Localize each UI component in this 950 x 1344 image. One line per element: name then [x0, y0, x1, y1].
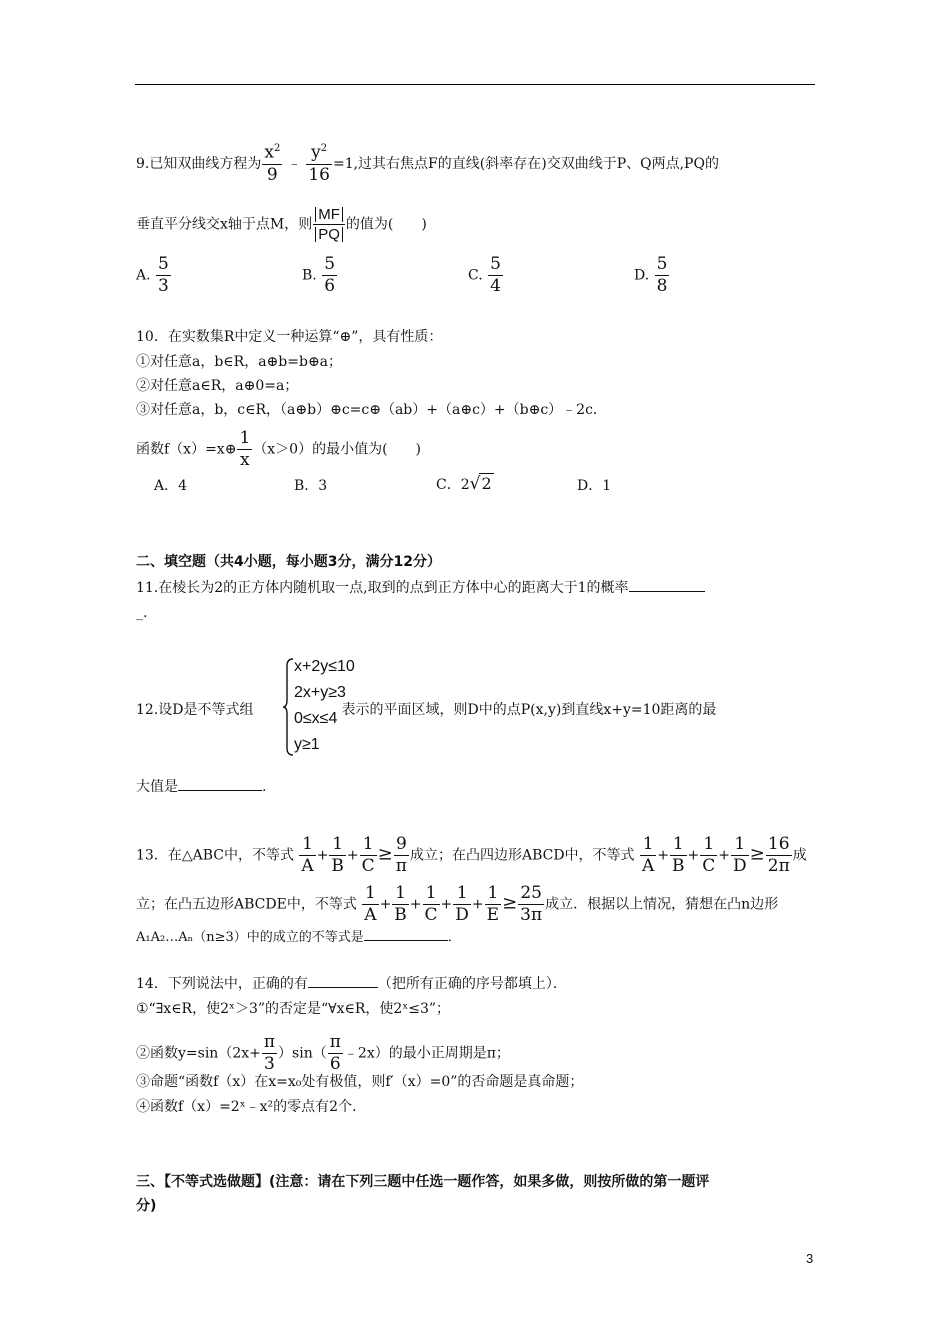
fraction-x2-over-9: $\frac{x^2}{9}$ — [264, 142, 281, 185]
q10-line2: ①对任意a，b∈R，a⊕b=b⊕a； — [136, 354, 343, 370]
fraction: $\frac{1}{A}$ — [364, 883, 377, 925]
q11-line1: 11.在棱长为2的正方体内随机取一点,取到的点到正方体中心的距离大于1的概率 — [136, 577, 705, 598]
section-2-heading: 二、填空题（共4小题，每小题3分，满分12分） — [136, 554, 441, 570]
page-number: 3 — [806, 1251, 814, 1266]
q9-option-b: B. $\frac{5}{6}$ — [302, 254, 336, 296]
fraction: $\frac{1}{A}$ — [301, 834, 314, 876]
q14-item1: ①“∃x∈R，使2ˣ＞3”的否定是“∀x∈R，使2ˣ≤3”； — [136, 1001, 451, 1017]
option-fraction: $\frac{5}{3}$ — [158, 254, 169, 296]
q10-line4: ③对任意a，b，c∈R，（a⊕b）⊕c=c⊕（ab）+（a⊕c）+（b⊕c）﹣2c． — [136, 402, 607, 418]
fraction-y2-over-16: $\frac{y^2}{16}$ — [308, 142, 330, 185]
fraction-mf-over-pq: $\frac{MF}{PQ}$ — [313, 207, 345, 242]
fraction: $\frac{1}{A}$ — [642, 834, 655, 876]
fraction: $\frac{9}{\pi}$ — [395, 834, 407, 876]
system-row: 2x+y≥3 — [294, 684, 346, 701]
section-3-heading-cont: 分) — [136, 1198, 157, 1214]
fraction: $\frac{1}{B}$ — [672, 834, 685, 876]
section-3-heading: 三、【不等式选做题】(注意：请在下列三题中任选一题作答，如果多做，则按所做的第一题评 — [136, 1174, 710, 1190]
fraction-pi-over-6: $\frac{\pi}{6}$ — [329, 1032, 341, 1074]
fraction-1-over-x: $\frac{1}{x}$ — [239, 428, 251, 470]
q14-item3: ③命题“函数f（x）在x=x₀处有极值，则f′（x）=0”的否命题是真命题； — [136, 1074, 584, 1090]
option-fraction: $\frac{5}{6}$ — [324, 254, 336, 296]
q13-line1: 13．在△ABC中，不等式 $\frac{1}{A}$ + $\frac{1}{B}$ + $\frac{1}{C}$ ≥ $\frac{9}{\pi}$ 成立；在凸四边形ABCD中，不等式 $\frac{1}{A}$ + $\frac{1}{B}$ + $\frac{1}{C}$ + $\frac{1}{D}$ ≥ $\frac{16}{2\pi}$ 成 — [136, 834, 807, 876]
fraction: $\frac{1}{C}$ — [702, 834, 716, 876]
q12-line2: 大值是 . — [136, 776, 266, 797]
fraction-pi-over-3: $\frac{\pi}{3}$ — [263, 1032, 276, 1074]
q14-item4: ④函数f（x）=2ˣ﹣x²的零点有2个． — [136, 1099, 367, 1115]
left-brace-icon — [282, 658, 294, 756]
fraction: $\frac{1}{C}$ — [361, 834, 375, 876]
fraction: $\frac{16}{2\pi}$ — [767, 834, 790, 876]
q14-item2: ②函数y=sin（2x+ $\frac{\pi}{3}$ ）sin（ $\frac{\pi}{6}$ ﹣2x）的最小正周期是π； — [136, 1032, 510, 1074]
fraction: $\frac{1}{B}$ — [394, 883, 407, 925]
q13-line3: A₁A₂…Aₙ（n≥3）中的成立的不等式是 ． — [136, 926, 461, 948]
fraction: $\frac{1}{B}$ — [331, 834, 344, 876]
option-fraction: $\frac{5}{8}$ — [656, 254, 668, 296]
q9-line2: 垂直平分线交x轴于点M，则 $\frac{MF}{PQ}$ 的值为( ) — [136, 206, 427, 243]
q10-option-a: A．4 — [154, 478, 188, 494]
q13-line2: 立；在凸五边形ABCDE中，不等式 $\frac{1}{A}$ + $\frac{1}{B}$ + $\frac{1}{C}$ + $\frac{1}{D}$ + $\frac{1}{E}$ ≥ $\frac{25}{3\pi}$ 成立．根据以上情况，猜想在凸n边形 — [136, 883, 779, 925]
q10-line3: ②对任意a∈R，a⊕0=a； — [136, 378, 299, 394]
fraction: $\frac{1}{D}$ — [733, 834, 747, 876]
q10-option-c: C．2√2 — [436, 474, 492, 494]
fraction: $\frac{25}{3\pi}$ — [520, 883, 543, 925]
q10-function-line: 函数f（x）=x⊕ $\frac{1}{x}$ （x＞0）的最小值为( ) — [136, 428, 421, 470]
system-row: 0≤x≤4 — [294, 710, 338, 727]
answer-blank — [364, 926, 448, 941]
q9-line1: 9.已知双曲线方程为 $\frac{x^2}{9}$ ﹣ $\frac{y^2}{16}$ =1,过其右焦点F的直线(斜率存在)交双曲线于P、Q两点,PQ的 — [136, 142, 719, 185]
q9-option-c: C. $\frac{5}{4}$ — [468, 254, 501, 296]
header-rule — [135, 84, 815, 85]
q10-option-d: D．1 — [577, 478, 612, 494]
q9-option-d: D. $\frac{5}{8}$ — [634, 254, 668, 296]
system-row: y≥1 — [294, 736, 320, 753]
q10-line1: 10．在实数集R中定义一种运算“⊕”，具有性质： — [136, 329, 443, 345]
answer-blank — [308, 973, 378, 988]
q11-line2: _. — [136, 605, 148, 621]
q12-line1: 12.设D是不等式组 表示的平面区域，则D中的点P(x,y)到直线x+y=10距离的最 — [136, 702, 717, 718]
q9-option-a: A. $\frac{5}{3}$ — [136, 254, 169, 296]
answer-blank — [178, 776, 262, 791]
fraction: $\frac{1}{C}$ — [424, 883, 438, 925]
fraction: $\frac{1}{D}$ — [455, 883, 469, 925]
answer-blank — [629, 577, 705, 592]
q10-option-b: B．3 — [294, 478, 328, 494]
fraction: $\frac{1}{E}$ — [486, 883, 500, 925]
option-fraction: $\frac{5}{4}$ — [490, 254, 501, 296]
system-row: x+2y≤10 — [294, 658, 355, 675]
q14-line1: 14．下列说法中，正确的有 （把所有正确的序号都填上）． — [136, 973, 567, 994]
